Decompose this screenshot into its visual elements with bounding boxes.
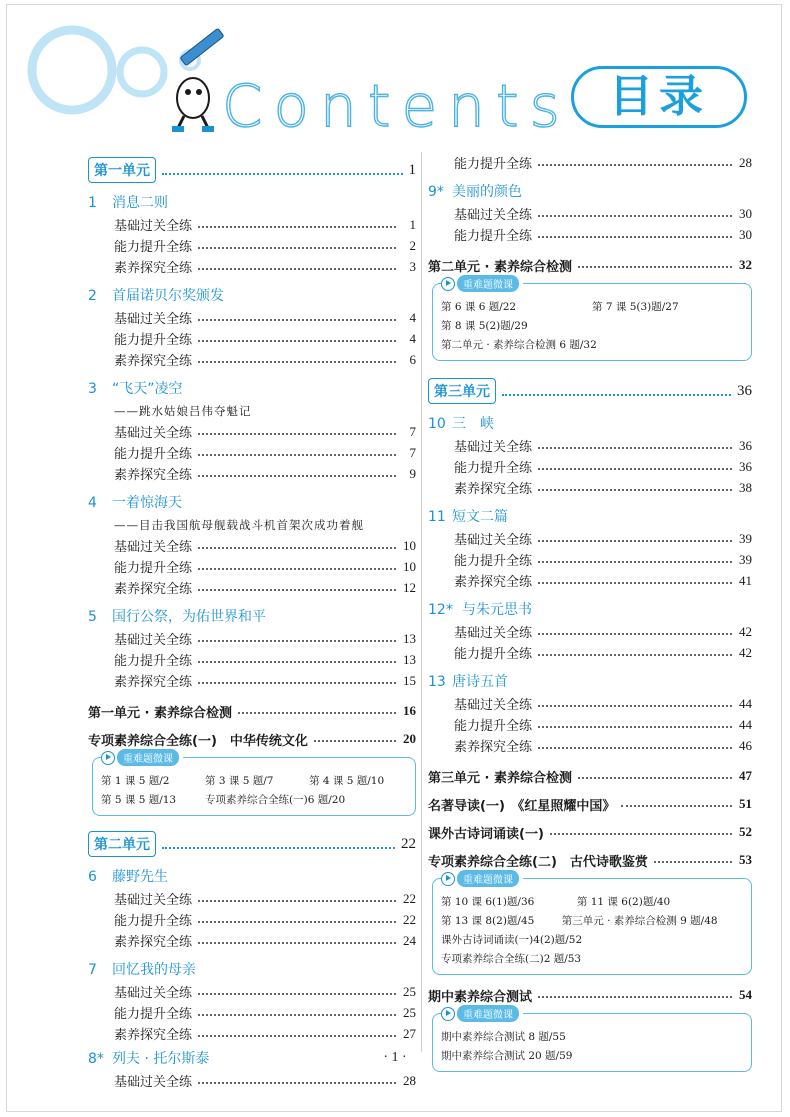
lesson-13[interactable]: 13 唐诗五首 [428,674,508,690]
exercise-row[interactable]: 能力提升全练 4 [114,330,416,348]
exercise-row[interactable]: 素养探究全练 12 [114,579,416,597]
focus-item[interactable]: 第三单元 · 素养综合检测 9 题/48 [561,915,718,927]
midterm-test[interactable]: 期中素养综合测试 54 [428,987,752,1005]
focus-box-3: 重难题微课 第 10 课 6(1)题/36 第 11 课 6(2)题/40 第 13 课 8(2)题/45 第三单元 · 素养综合检测 9 题/48 课外古诗词诵读(一)4(2)题/52 专项素养综合全练(二)2 题/53 [432,878,752,975]
exercise-row[interactable]: 基础过关全练 36 [454,437,752,455]
focus-item[interactable]: 第 7 课 5(3)题/27 [592,301,679,313]
focus-item[interactable]: 第 5 课 5 题/13 [101,794,177,806]
exercise-row[interactable]: 素养探究全练 3 [114,258,416,276]
focus-item[interactable]: 第 8 课 5(2)题/29 [441,320,528,332]
lesson-1[interactable]: 1 消息二则 [88,195,168,211]
lesson-12[interactable]: 12* 与朱元思书 [428,602,532,618]
exercise-row[interactable]: 能力提升全练 36 [454,458,752,476]
lesson-4[interactable]: 4 一着惊海天 [88,495,182,511]
exercise-row[interactable]: 基础过关全练 1 [114,216,416,234]
pencil-mascot-icon [172,28,224,132]
exercise-row[interactable]: 能力提升全练 39 [454,551,752,569]
exercise-row[interactable]: 素养探究全练 24 [114,932,416,950]
exercise-row[interactable]: 基础过关全练 4 [114,309,416,327]
exercise-row[interactable]: 素养探究全练 15 [114,672,416,690]
focus-item[interactable]: 第二单元 · 素养综合检测 6 题/32 [441,339,597,351]
lesson-subtitle: ——跳水姑娘吕伟夺魁记 [114,403,252,418]
exercise-row[interactable]: 能力提升全练 44 [454,716,752,734]
focus-box-4: 重难题微课 期中素养综合测试 8 题/55 期中素养综合测试 20 题/59 [432,1013,752,1072]
focus-box-2: 重难题微课 第 6 课 6 题/22 第 7 课 5(3)题/27 第 8 课 5(2)题/29 第二单元 · 素养综合检测 6 题/32 [432,283,752,361]
focus-item[interactable]: 期中素养综合测试 20 题/59 [441,1050,573,1062]
exercise-row[interactable]: 能力提升全练 30 [454,226,752,244]
unit-2-test[interactable]: 第二单元 · 素养综合检测 32 [428,257,752,275]
unit-1-test[interactable]: 第一单元 · 素养综合检测 16 [88,703,416,721]
exercise-row[interactable]: 能力提升全练 25 [114,1004,416,1022]
play-icon [441,277,455,291]
lesson-10[interactable]: 10 三 峡 [428,416,494,432]
lesson-5[interactable]: 5 国行公祭，为佑世界和平 [88,609,266,625]
exercise-row[interactable]: 基础过关全练 25 [114,983,416,1001]
exercise-row[interactable]: 基础过关全练 42 [454,623,752,641]
exercise-row[interactable]: 能力提升全练 2 [114,237,416,255]
lesson-subtitle: ——目击我国航母舰载战斗机首架次成功着舰 [114,517,364,532]
focus-item[interactable]: 专项素养综合全练(二)2 题/53 [441,953,582,965]
exercise-row[interactable]: 基础过关全练 28 [114,1072,416,1090]
exercise-row[interactable]: 素养探究全练 27 [114,1025,416,1043]
exercise-row[interactable]: 素养探究全练 38 [454,479,752,497]
page-number: · 1 · [383,1050,407,1065]
unit-3-heading[interactable]: 第三单元 36 [428,377,752,405]
exercise-row[interactable]: 能力提升全练 10 [114,558,416,576]
exercise-row[interactable]: 基础过关全练 10 [114,537,416,555]
focus-item[interactable]: 期中素养综合测试 8 题/55 [441,1031,566,1043]
focus-item[interactable]: 课外古诗词诵读(一)4(2)题/52 [441,934,583,946]
exercise-row[interactable]: 基础过关全练 7 [114,423,416,441]
focus-box-1: 重难题微课 第 1 课 5 题/2 第 3 课 5 题/7 第 4 课 5 题/10 第 5 课 5 题/13 专项素养综合全练(一)6 题/20 [92,757,416,816]
header [0,0,790,150]
lesson-11[interactable]: 11 短文二篇 [428,509,508,525]
special-practice-1[interactable]: 专项素养综合全练(一) 中华传统文化 20 [88,731,416,749]
play-icon [441,1007,455,1021]
unit-3-test[interactable]: 第三单元 · 素养综合检测 47 [428,768,752,786]
exercise-row[interactable]: 能力提升全练 28 [454,154,752,172]
exercise-row[interactable]: 素养探究全练 6 [114,351,416,369]
reading-guide[interactable]: 名著导读(一) 《红星照耀中国》 51 [428,796,752,814]
exercise-row[interactable]: 基础过关全练 30 [454,205,752,223]
exercise-row[interactable]: 基础过关全练 13 [114,630,416,648]
lesson-3[interactable]: 3 “飞天”凌空 [88,381,183,397]
lesson-7[interactable]: 7 回忆我的母亲 [88,962,196,978]
exercise-row[interactable]: 基础过关全练 39 [454,530,752,548]
focus-item[interactable]: 第 3 课 5 题/7 [205,775,274,787]
extra-poems[interactable]: 课外古诗词诵读(一) 52 [428,824,752,842]
right-column [428,152,752,1076]
focus-item[interactable]: 第 6 课 6 题/22 [441,301,517,313]
mulu-title: 目录 [571,66,747,128]
lesson-9[interactable]: 9* 美丽的颜色 [428,184,522,200]
exercise-row[interactable]: 素养探究全练 9 [114,465,416,483]
unit-1-heading[interactable]: 第一单元 1 [88,156,416,184]
column-divider [421,152,422,1052]
exercise-row[interactable]: 基础过关全练 22 [114,890,416,908]
lesson-6[interactable]: 6 藤野先生 [88,869,168,885]
exercise-row[interactable]: 能力提升全练 7 [114,444,416,462]
focus-item[interactable]: 第 1 课 5 题/2 [101,775,170,787]
play-icon [101,751,115,765]
focus-item[interactable]: 第 4 课 5 题/10 [309,775,385,787]
focus-item[interactable]: 第 10 课 6(1)题/36 [441,896,535,908]
focus-item[interactable]: 第 11 课 6(2)题/40 [576,896,671,908]
exercise-row[interactable]: 能力提升全练 42 [454,644,752,662]
exercise-row[interactable]: 素养探究全练 41 [454,572,752,590]
exercise-row[interactable]: 基础过关全练 44 [454,695,752,713]
lesson-2[interactable]: 2 首届诺贝尔奖颁发 [88,288,224,304]
exercise-row[interactable]: 能力提升全练 13 [114,651,416,669]
special-practice-2[interactable]: 专项素养综合全练(二) 古代诗歌鉴赏 53 [428,852,752,870]
lesson-8[interactable]: 8* 列夫 · 托尔斯泰 [88,1051,210,1067]
exercise-row[interactable]: 素养探究全练 46 [454,737,752,755]
focus-item[interactable]: 专项素养综合全练(一)6 题/20 [205,794,346,806]
exercise-row[interactable]: 能力提升全练 22 [114,911,416,929]
focus-item[interactable]: 第 13 课 8(2)题/45 [441,915,535,927]
left-column [88,152,416,1091]
play-icon [441,872,455,886]
unit-2-heading[interactable]: 第二单元 22 [88,830,416,858]
contents-title: Contents [222,72,571,140]
